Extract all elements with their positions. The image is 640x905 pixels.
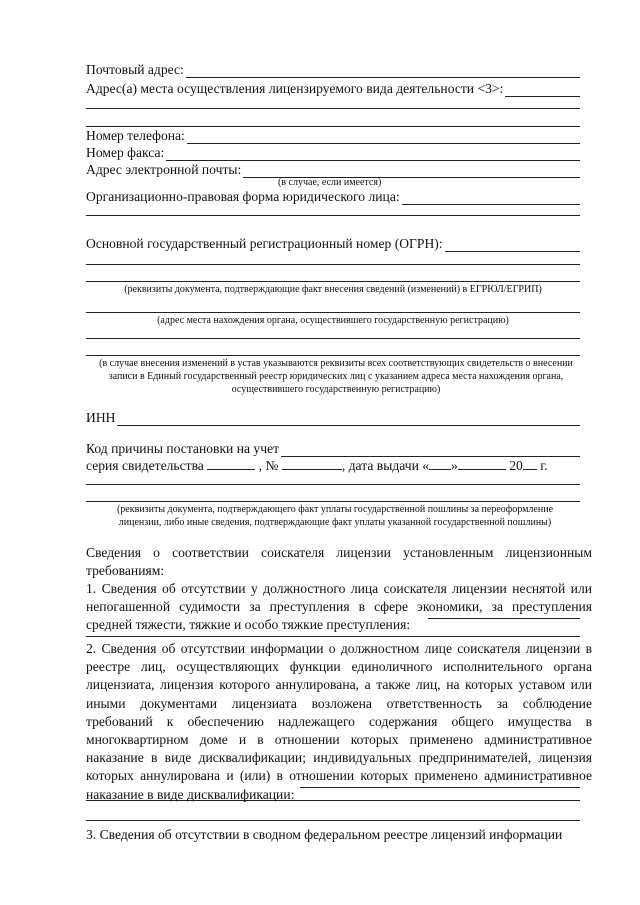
certificate-quote-close: »: [451, 458, 458, 473]
postal-address-line: [86, 62, 580, 78]
certificate-number-field[interactable]: [282, 458, 342, 470]
certificate-year-suffix: г.: [540, 458, 548, 473]
postal-address-label: Почтовый адрес:: [86, 62, 184, 77]
item-1-blank[interactable]: [86, 636, 580, 637]
item-1-inline-field[interactable]: [428, 607, 580, 619]
certificate-row: серия свидетельства , № , дата выдачи « » 20 г.: [86, 458, 548, 473]
compliance-intro: Сведения о соответствии соискателя лицензии установленным лицензионным требованиям:: [86, 545, 592, 579]
fax-field[interactable]: [166, 149, 580, 161]
charter-blank-2[interactable]: [86, 355, 580, 356]
item-2-blank-2[interactable]: [86, 820, 580, 821]
charter-changes-note: (в случае внесения изменений в устав указываются реквизиты всех соответствующих свидетельств о внесении записи в Единый государственный реестр юридических лиц с указанием адреса места нахождения органа, осуществившего государственную регистрацию): [99, 358, 573, 395]
email-note: (в случае, если имеется): [278, 177, 382, 188]
compliance-item-2: 2. Сведения об отсутствии информации о должностном лице соискателя лицензии в реестре лиц, осуществляющих функции единоличного исполнительного органа лицензиата, лицензия которого аннулирована, а также лиц, на которых уставом или иными документами лицензиата возложена ответственность за соблюдение требований к обеспечению надлежащего содержания общего имущества в многоквартирном доме и в отношении которых применено административное наказание в виде дисквалификации; индивидуальных предпринимателей, лицензия которых аннулирована и (или) в отношении которых применено административное наказание в виде дисквалификации:: [86, 641, 592, 802]
activity-address-line: [86, 81, 580, 97]
certificate-year-label: 20: [509, 458, 523, 473]
certificate-year-field[interactable]: [523, 458, 537, 470]
inn-line: [86, 410, 580, 426]
certificate-number-label: №: [265, 458, 279, 473]
fee-blank-2[interactable]: [86, 501, 580, 502]
inn-label: ИНН: [86, 410, 116, 425]
postal-address-field[interactable]: [186, 66, 580, 78]
fee-blank-1[interactable]: [86, 484, 580, 485]
inn-field[interactable]: [117, 414, 580, 426]
ogrn-label: Основной государственный регистрационный номер (ОГРН):: [86, 236, 443, 251]
email-label: Адрес электронной почты:: [86, 162, 242, 177]
legal-form-blank[interactable]: [86, 215, 580, 216]
email-line: [86, 162, 580, 178]
item-2-blank-1[interactable]: [86, 800, 580, 801]
legal-form-field[interactable]: [402, 193, 580, 205]
activity-address-label: Адрес(а) места осуществления лицензируемого вида деятельности <3>:: [86, 81, 504, 96]
ogrn-blank-1[interactable]: [86, 264, 580, 265]
ogrn-line: [86, 236, 580, 252]
certificate-series-label: серия свидетельства: [86, 458, 204, 473]
certificate-date-label: дата выдачи «: [348, 458, 430, 473]
ogrn-blank-2[interactable]: [86, 281, 580, 282]
activity-address-blank-1[interactable]: [86, 108, 580, 109]
phone-field[interactable]: [187, 132, 580, 144]
legal-form-label: Организационно-правовая форма юридического лица:: [86, 189, 400, 204]
fee-note: (реквизиты документа, подтверждающего факт уплаты государственной пошлины за переоформление лицензии, либо иные сведения, подтверждающие факт уплаты указанной государственной пошлины): [116, 504, 554, 528]
charter-blank-1[interactable]: [86, 338, 580, 339]
compliance-item-3: 3. Сведения об отсутствии в сводном федеральном реестре лицензий информации: [86, 827, 563, 842]
compliance-item-1: 1. Сведения об отсутствии у должностного лица соискателя лицензии неснятой или непогашенной судимости за преступления в сфере экономики, за преступления средней тяжести, тяжкие и особо тяжкие преступления:: [86, 581, 592, 633]
certificate-series-field[interactable]: [207, 458, 255, 470]
phone-label: Номер телефона:: [86, 128, 185, 143]
phone-line: [86, 128, 580, 144]
egrul-note: (реквизиты документа, подтверждающие факт внесения сведений (изменений) в ЕГРЮЛ/ЕГРИП): [124, 284, 542, 295]
legal-form-line: [86, 189, 580, 205]
activity-address-blank-2[interactable]: [86, 126, 580, 127]
fax-label: Номер факса:: [86, 145, 165, 160]
kpp-line: [86, 441, 580, 457]
reg-address-note: (адрес места нахождения органа, осуществившего государственную регистрацию): [157, 315, 509, 326]
fax-line: [86, 145, 580, 161]
kpp-field[interactable]: [281, 445, 580, 457]
activity-address-field[interactable]: [505, 85, 580, 97]
kpp-label: Код причины постановки на учет: [86, 441, 280, 456]
certificate-day-field[interactable]: [429, 458, 451, 470]
ogrn-field[interactable]: [445, 240, 580, 252]
item-2-inline-field[interactable]: [300, 776, 580, 788]
reg-address-blank[interactable]: [86, 312, 580, 313]
certificate-month-field[interactable]: [458, 458, 506, 470]
